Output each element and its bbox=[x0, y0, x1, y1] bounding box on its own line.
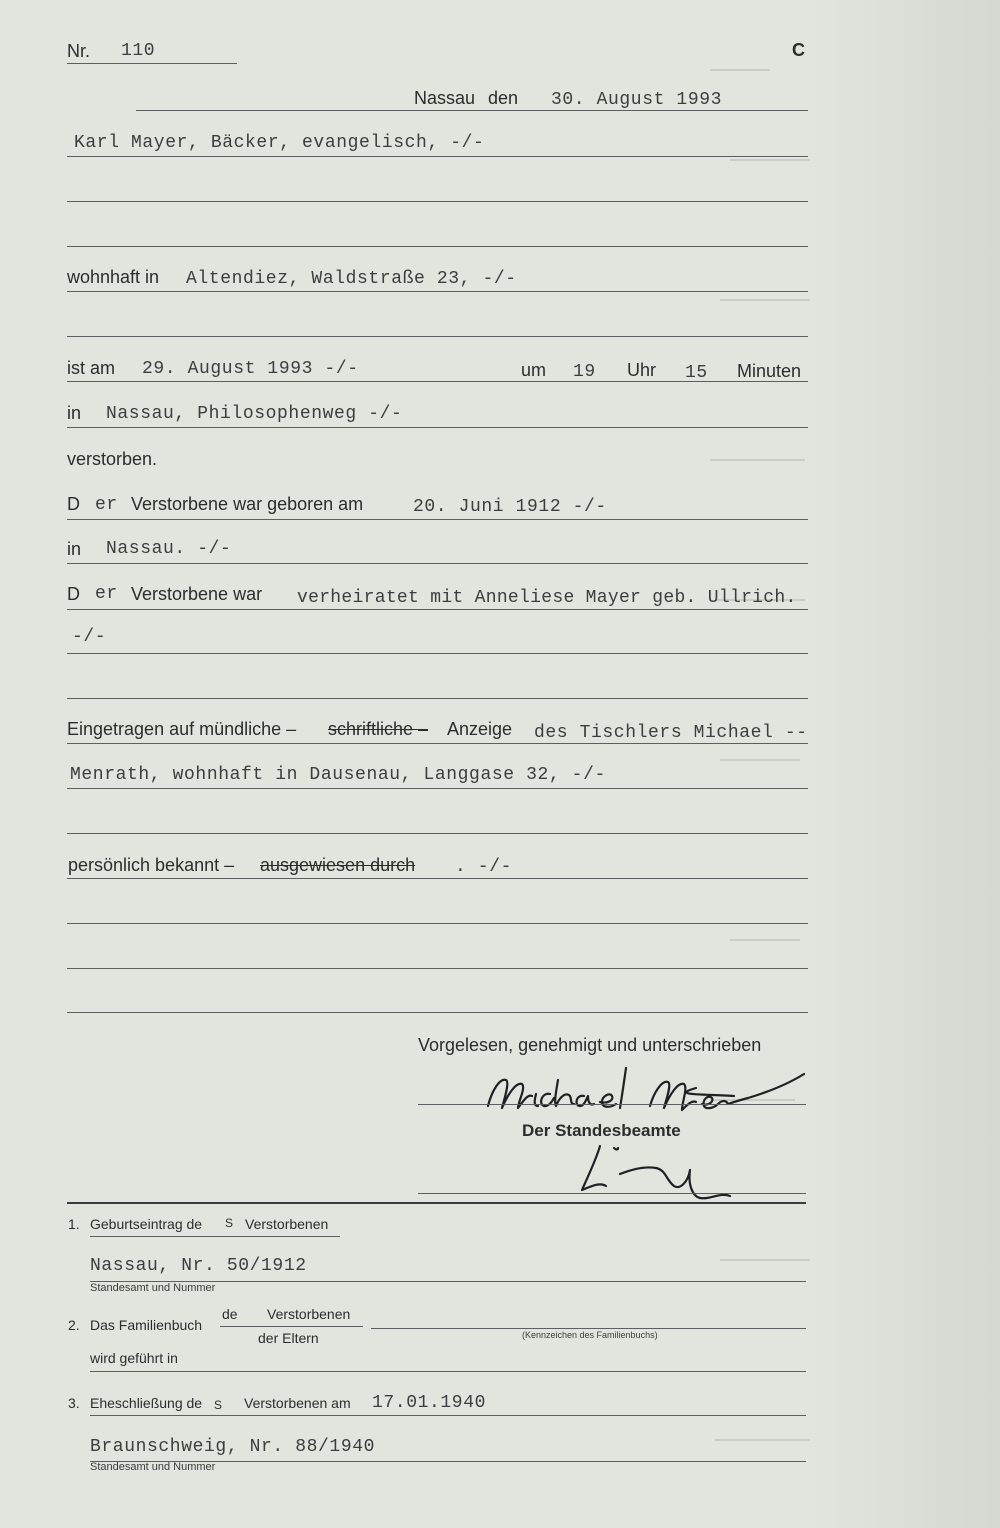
item1-label-b: Verstorbenen bbox=[245, 1216, 329, 1232]
nr-label: Nr. bbox=[67, 41, 91, 61]
form-line bbox=[67, 743, 808, 744]
item3-date-value: 17.01.1940 bbox=[372, 1393, 487, 1413]
form-line bbox=[67, 246, 808, 247]
birth-d-suffix: er bbox=[95, 495, 118, 515]
registration-label-start: Eingetragen auf mündliche – bbox=[67, 719, 297, 739]
item2-opt-de: de bbox=[222, 1306, 238, 1322]
marriage-label: Verstorbene war bbox=[131, 584, 263, 604]
registration-label-end: Anzeige bbox=[447, 719, 513, 739]
item1-label-underline bbox=[90, 1236, 340, 1237]
item3-date-line bbox=[90, 1415, 806, 1416]
declarant-signature-line bbox=[418, 1104, 806, 1105]
form-line bbox=[67, 291, 808, 292]
identity-value: . -/- bbox=[455, 857, 513, 877]
item1-caption: Standesamt und Nummer bbox=[90, 1282, 216, 1294]
item3-label-b: Verstorbenen am bbox=[244, 1395, 351, 1411]
form-line bbox=[67, 698, 808, 699]
form-line bbox=[67, 563, 808, 564]
form-line bbox=[67, 336, 808, 337]
um-label: um bbox=[521, 360, 547, 380]
marriage-d-suffix: er bbox=[95, 584, 118, 604]
form-line bbox=[67, 878, 808, 879]
birth-label: Verstorbene war geboren am bbox=[131, 494, 364, 514]
item3-label-s: S bbox=[214, 1398, 223, 1412]
registration-label-struck: schriftliche – bbox=[328, 719, 429, 739]
death-date-label: ist am bbox=[67, 358, 116, 378]
official-label: Der Standesbeamte bbox=[522, 1121, 681, 1140]
death-place-label: in bbox=[67, 403, 82, 423]
registration-value-2: Menrath, wohnhaft in Dausenau, Langgase 32, -/- bbox=[70, 765, 606, 785]
item2-opt-verstorbenen: Verstorbenen bbox=[267, 1306, 351, 1322]
birth-place-value: Nassau. -/- bbox=[106, 539, 232, 559]
form-line bbox=[67, 968, 808, 969]
item3-value: Braunschweig, Nr. 88/1940 bbox=[90, 1437, 376, 1457]
death-place-value: Nassau, Philosophenweg -/- bbox=[106, 404, 403, 424]
uhr-label: Uhr bbox=[627, 360, 657, 380]
marriage-value: verheiratet mit Anneliese Mayer geb. Ullrich. bbox=[297, 588, 797, 608]
identity-label: persönlich bekannt – bbox=[68, 855, 235, 875]
read-approved-label: Vorgelesen, genehmigt und unterschrieben bbox=[418, 1035, 762, 1055]
item2-number: 2. bbox=[68, 1317, 80, 1333]
official-signature-line bbox=[418, 1193, 806, 1194]
form-line bbox=[67, 788, 808, 789]
item2-gefuehrt-line bbox=[90, 1371, 806, 1372]
item1-label-a: Geburtseintrag de bbox=[90, 1216, 203, 1232]
item2-opt-eltern: der Eltern bbox=[258, 1330, 319, 1346]
item1-label-s: S bbox=[225, 1216, 234, 1230]
form-line bbox=[67, 427, 808, 428]
verstorben-label: verstorben. bbox=[67, 449, 158, 469]
item1-value: Nassau, Nr. 50/1912 bbox=[90, 1256, 307, 1276]
nr-underline bbox=[67, 63, 237, 64]
item1-number: 1. bbox=[68, 1216, 80, 1232]
form-line bbox=[67, 201, 808, 202]
residence-value: Altendiez, Waldstraße 23, -/- bbox=[186, 269, 517, 289]
item2-label: Das Familienbuch bbox=[90, 1317, 203, 1333]
section-divider bbox=[67, 1202, 806, 1204]
minuten-label: Minuten bbox=[737, 361, 802, 381]
birth-date-value: 20. Juni 1912 -/- bbox=[413, 497, 607, 517]
item2-gefuehrt: wird geführt in bbox=[90, 1350, 178, 1366]
death-hour: 19 bbox=[573, 362, 596, 382]
page-edge-shadow bbox=[810, 0, 1000, 1528]
form-line bbox=[67, 653, 808, 654]
item2-kennzeichen-line bbox=[371, 1328, 806, 1329]
identity-label-struck: ausgewiesen durch bbox=[260, 855, 416, 875]
death-date-value: 29. August 1993 -/- bbox=[142, 359, 359, 379]
item3-caption: Standesamt und Nummer bbox=[90, 1461, 216, 1473]
item2-kennzeichen-caption: (Kennzeichen des Familienbuchs) bbox=[522, 1330, 658, 1340]
residence-label: wohnhaft in bbox=[67, 267, 160, 287]
birth-d-letter: D bbox=[67, 494, 80, 514]
form-line bbox=[67, 156, 808, 157]
declarant-line: Karl Mayer, Bäcker, evangelisch, -/- bbox=[74, 133, 485, 153]
marriage-continuation: -/- bbox=[72, 627, 107, 647]
registration-value-1: des Tischlers Michael -- bbox=[534, 723, 808, 743]
form-line bbox=[67, 609, 808, 610]
place-label: Nassau bbox=[414, 88, 476, 108]
form-line bbox=[67, 381, 808, 382]
record-date: 30. August 1993 bbox=[551, 90, 723, 110]
item3-label-a: Eheschließung de bbox=[90, 1395, 203, 1411]
nr-value: 110 bbox=[121, 41, 156, 61]
date-underline bbox=[136, 110, 808, 111]
date-label: den bbox=[488, 88, 519, 108]
corner-letter: C bbox=[792, 40, 805, 60]
item3-number: 3. bbox=[68, 1395, 80, 1411]
item2-option-divider bbox=[220, 1326, 363, 1327]
form-line bbox=[67, 923, 808, 924]
birth-place-label: in bbox=[67, 539, 82, 559]
marriage-d-letter: D bbox=[67, 584, 80, 604]
form-line bbox=[67, 1012, 808, 1013]
form-line bbox=[67, 833, 808, 834]
death-minute: 15 bbox=[685, 363, 708, 383]
official-signature bbox=[570, 1140, 750, 1206]
form-line bbox=[67, 519, 808, 520]
